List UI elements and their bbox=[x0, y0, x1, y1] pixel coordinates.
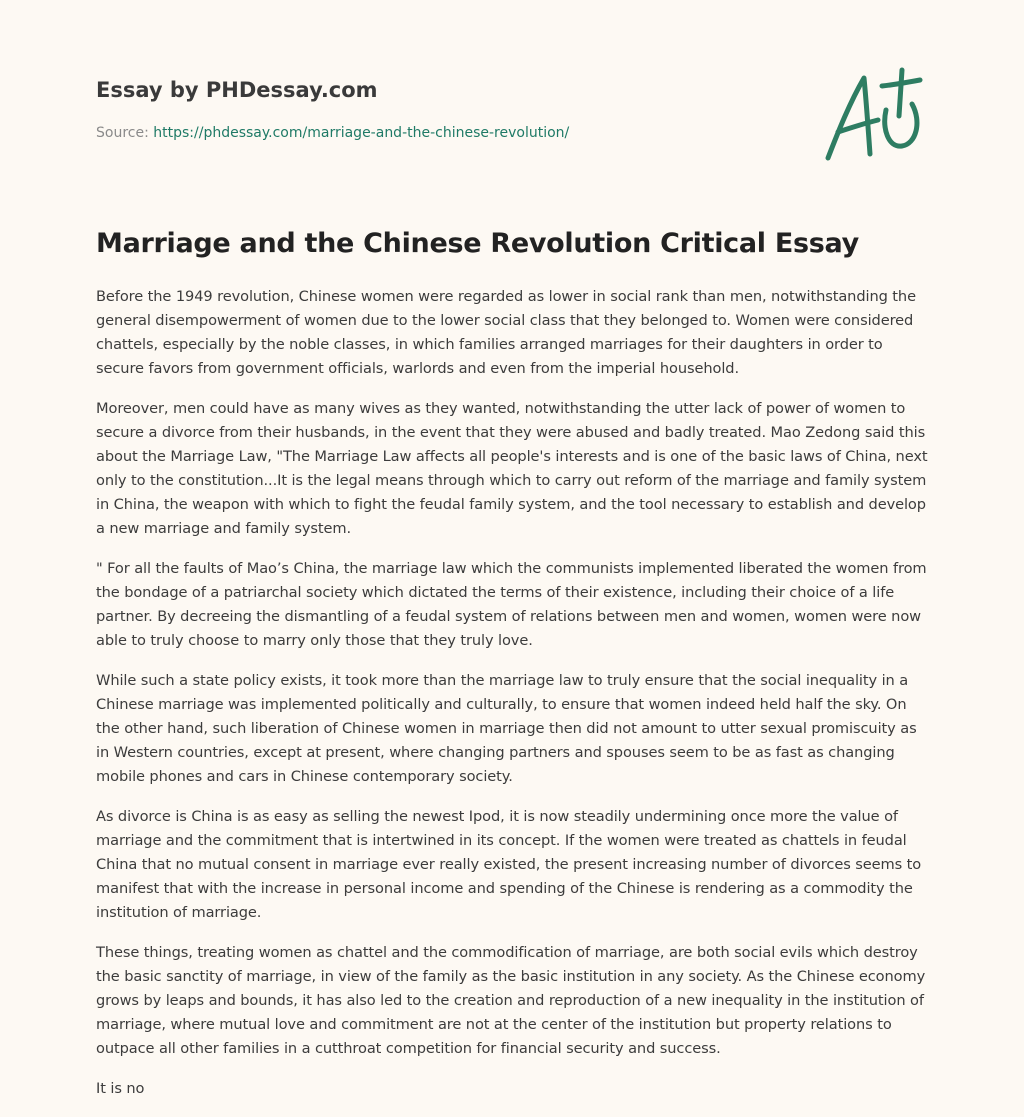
essay-paragraph: While such a state policy exists, it took more than the marriage law to truly ensure that the social inequality in a Chinese marriage was implemented politically and culturally, to ensure that women indeed held half the sky. On the other hand, such liberation of Chinese women in marriage then did not amount to utter sexual promiscuity as in Western countries, except at present, where changing partners and spouses seem to be as fast as changing mobile phones and cars in Chinese contemporary society. bbox=[96, 672, 917, 785]
essay-paragraph: These things, treating women as chattel and the commodification of marriage, are both social evils which destroy the basic sanctity of marriage, in view of the family as the basic institution in any society. As the Chinese economy grows by leaps and bounds, it has also led to the creation and reproduction of a new inequality in the institution of marriage, where mutual love and commitment are not at the center of the institution but property relations to outpace all other families in a cutthroat competition for financial security and success. bbox=[96, 944, 926, 1057]
page-header bbox=[96, 72, 796, 143]
essay-paragraph: " For all the faults of Mao’s China, the marriage law which the communists implemented liberated the women from the bondage of a patriarchal society which dictated the terms of their existence, including their choice of a life partner. By decreeing the dismantling of a feudal system of relations between men and women, women were now able to truly choose to marry only those that they truly love. bbox=[96, 560, 927, 649]
source-link[interactable]: https://phdessay.com/marriage-and-the-chinese-revolution/ bbox=[153, 125, 570, 141]
source-line bbox=[96, 123, 796, 143]
essay-title: Marriage and the Chinese Revolution Critical Essay bbox=[96, 228, 859, 259]
essay-paragraph: Before the 1949 revolution, Chinese women were regarded as lower in social rank than men, notwithstanding the general disempowerment of women due to the lower social class that they belonged to. Women were considered chattels, especially by the noble classes, in which families arranged marriages for their daughters in order to secure favors from government officials, warlords and even from the imperial household. bbox=[96, 288, 916, 377]
essay-paragraph-truncated: It is no bbox=[96, 1080, 145, 1097]
essay-paragraph: As divorce is China is as easy as selling the newest Ipod, it is now steadily undermining once more the value of marriage and the commitment that is intertwined in its concept. If the women were treated as chattels in feudal China that no mutual consent in marriage ever really existed, the present increasing number of divorces seems to manifest that with the increase in personal income and spending of the Chinese is rendering as a commodity the institution of marriage. bbox=[96, 808, 922, 921]
a-plus-grade-logo-icon bbox=[820, 66, 930, 166]
site-brand: Essay by PHDessay.com bbox=[96, 78, 378, 102]
essay-paragraph: Moreover, men could have as many wives as they wanted, notwithstanding the utter lack of power of women to secure a divorce from their husbands, in the event that they were abused and badly treated. Mao Zedong said this about the Marriage Law, "The Marriage Law affects all people's interests and is one of the basic laws of China, next only to the constitution...It is the legal means through which to carry out reform of the marriage and family system in China, the weapon with which to fight the feudal family system, and the tool necessary to establish and develop a new marriage and family system. bbox=[96, 400, 928, 537]
source-label: Source: bbox=[96, 125, 149, 141]
essay-body bbox=[96, 285, 932, 1117]
